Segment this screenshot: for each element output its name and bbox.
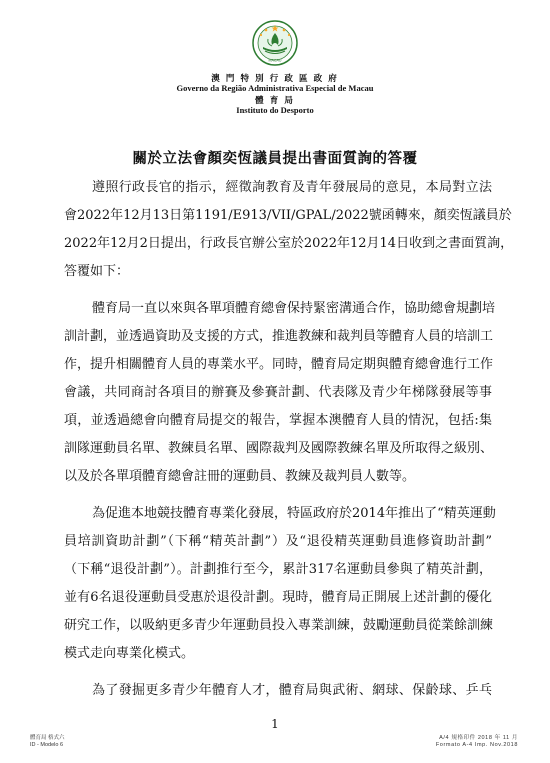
body-line: 研究工作，以吸納更多青少年運動員投入專業訓練，鼓勵運動員從業餘訓練 xyxy=(64,618,494,633)
body-line: （下稱“退役計劃”）。計劃推行至今，累計317名運動員參與了精英計劃， xyxy=(64,562,492,577)
body-line: 會議，共同商討各項目的辦賽及參賽計劃、代表隊及青少年梯隊發展等事 xyxy=(64,385,492,400)
body-line: 以及於各單項體育總會註冊的運動員、教練及裁判員人數等。 xyxy=(64,469,416,484)
body-line: 訓計劃，並透過資助及支援的方式，推進教練和裁判員等體育人員的培訓工 xyxy=(64,329,494,344)
body-line: 為了發掘更多青少年體育人才，體育局與武術、網球、保齡球、乒乓 xyxy=(92,683,492,698)
document-title: 關於立法會顏奕恆議員提出書面質詢的答覆 xyxy=(132,150,418,167)
footer-right xyxy=(436,735,518,749)
government-name-pt: Governo da Região Administrativa Especial de Macau xyxy=(176,83,374,93)
footer-form-pt: ID - Modelo 6 xyxy=(30,742,64,748)
body-line: 作，提升相關體育人員的專業水平。同時，體育局定期與體育總會進行工作 xyxy=(64,357,494,372)
page-number: 1 xyxy=(271,717,279,731)
footer-left xyxy=(30,735,65,749)
macao-sar-emblem-icon xyxy=(251,19,299,67)
body-line: 2022年12月2日提出，行政長官辦公室於2022年12月14日收到之書面質詢， xyxy=(64,236,514,251)
body-line: 項，並透過總會向體育局提交的報告，掌握本澳體育人員的情況，包括:集 xyxy=(64,413,492,428)
body-line: 會2022年12月13日第1191/E913/VII/GPAL/2022號函轉來，顏奕恆議員於 xyxy=(64,208,512,223)
body-line: 體育局一直以來與各單項體育總會保持緊密溝通合作，協助總會規劃培 xyxy=(92,301,496,316)
footer-form-zh: 體育局 格式六 xyxy=(30,735,65,741)
body-line: 員培訓資助計劃”（下稱“精英計劃”）及“退役精英運動員進修資助計劃” xyxy=(64,534,492,549)
department-name-pt: Instituto do Desporto xyxy=(236,105,314,115)
footer-format-pt: Formato A-4 Imp. Nov.2018 xyxy=(435,742,518,748)
emblem-text: MACAU xyxy=(268,58,282,63)
department-name-zh: 體 育 局 xyxy=(255,95,295,105)
body-line: 遵照行政長官的指示，經徵詢教育及青年發展局的意見，本局對立法 xyxy=(92,180,492,195)
footer-format-zh: A/4 規格印件 2018 年 11 月 xyxy=(439,735,518,741)
body-line: 為促進本地競技體育專業化發展，特區政府於2014年推出了“精英運動 xyxy=(92,506,496,521)
body-line: 答覆如下： xyxy=(64,264,130,279)
body-line: 並有6名退役運動員受惠於退役計劃。現時，體育局正開展上述計劃的優化 xyxy=(64,590,492,605)
body-line: 訓隊運動員名單、教練員名單、國際裁判及國際教練名單及所取得之級別、 xyxy=(64,441,494,456)
government-name-zh: 澳 門 特 別 行 政 區 政 府 xyxy=(211,73,339,83)
body-line: 模式走向專業化模式。 xyxy=(64,646,195,661)
